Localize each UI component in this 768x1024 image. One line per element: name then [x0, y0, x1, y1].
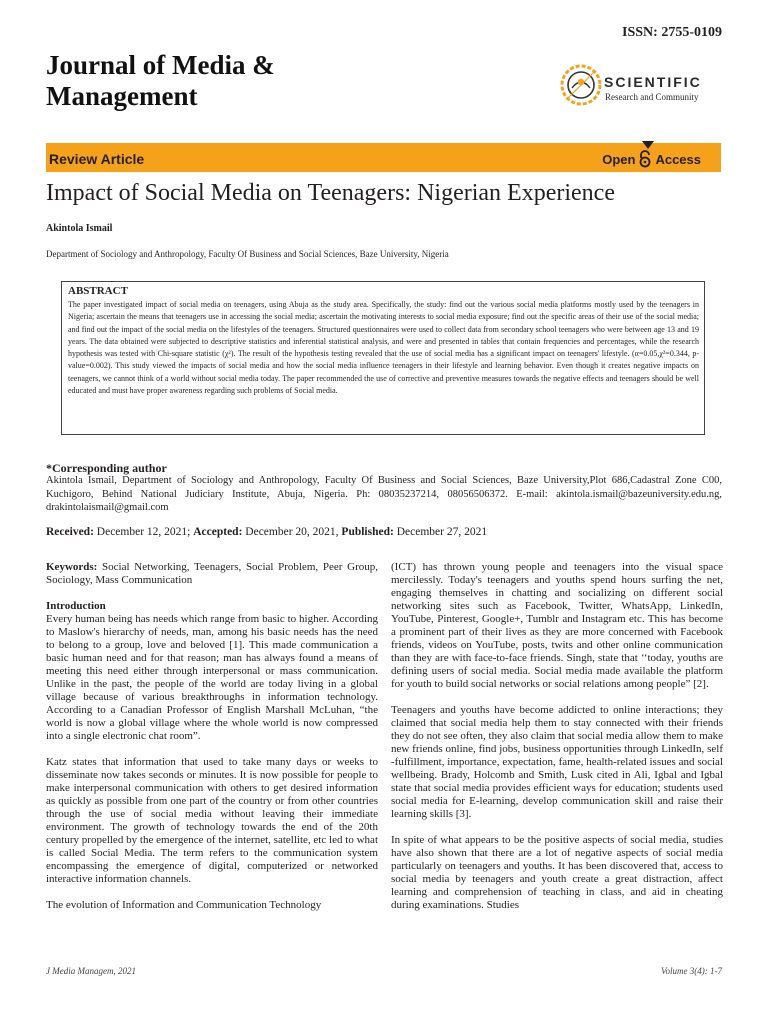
author-affiliation: Department of Sociology and Anthropology, Faculty Of Business and Social Sciences, Baze University, Nigeria: [46, 249, 449, 259]
author-name: Akintola Ismail: [46, 223, 113, 234]
open-access-suffix: Access: [655, 151, 701, 167]
publisher-logo: [556, 58, 726, 112]
abstract-box: [61, 281, 705, 435]
abstract-text: The paper investigated impact of social media on teenagers, using Abuja as the study area. Specifically, the study: find out the various social media platforms mostly used by the teenagers in Nigeria; ascertain the means that teenagers use in accessing the social media; ascertain the motivating interests to social media exposure; find out the specific areas of their use of the social media; and find out the impact of the social media on the lifestyles of the teenagers. Structured questionnaires were used to collect data from secondary school teenagers who were between age 13 and 19 years. The data obtained were subjected to descriptive statistics and inferential statistical analysis, and were and presented in tables that contain frequencies and percentages, while the research hypothesis was tested with Chi-square statistic (χ²). The result of the hypothesis testing revealed that the use of social media has a significant impact on teenagers' lifestyle. (α=0.05,χ²=0.344, p-value=0.002). This study viewed the impacts of social media and how the social media influence teenagers in their lifestyle and learning behavior. Even though it creates negative impacts on teenagers, we cannot think of a world without social media today. The paper recommended the use of corrective and preventive measures towards the negative effects and teenagers should be well educated and must have proper awareness regarding such problems of Social media.: [68, 300, 699, 396]
accepted-label: Accepted:: [193, 526, 243, 538]
publication-dates: [46, 526, 487, 538]
body-paragraph: The evolution of Information and Communication Technology: [46, 899, 322, 911]
logo-ring-icon: [556, 58, 602, 112]
banner-marker: [642, 141, 654, 149]
open-access-lock-icon: [638, 150, 652, 168]
received-date: December 12, 2021;: [96, 526, 191, 538]
corresponding-author-details: Akintola Ismail, Department of Sociology and Anthropology, Faculty Of Business and Social Sciences, Baze University,Plot 686,Cadastral Zone C00, Kuchigoro, Behind National Judiciary Institute, Abuja, Nigeria. Ph: 08035237214, 08056506372. E-mail: akintola.ismail@bazeuniversity.edu.ng, drakintolaismail@gmail.com: [46, 475, 722, 514]
body-paragraph: Teenagers and youths have become addicted to online interactions; they claimed that social media help them to stay connected with their friends they do not see often, they also claim that social media allow them to make new friends online, find jobs, business opportunities through LinkedIn, self -fulfillment, importance, expectation, fame, health-related issues and social wellbeing. Brady, Holcomb and Smith, Lusk cited in Ali, Igbal and Igbal state that social media provides efficient ways for education; students used social media for E-learning, develop communication skill and raise their learning skills [3].: [391, 704, 723, 820]
body-column-left: [46, 561, 378, 925]
keywords: [46, 561, 378, 587]
article-title: Impact of Social Media on Teenagers: Nigerian Experience: [46, 180, 615, 206]
corresponding-author-heading: *Corresponding author: [46, 461, 167, 475]
open-access-label: [602, 150, 701, 168]
footer-volume-pages: Volume 3(4): 1-7: [661, 966, 722, 976]
body-paragraph: Every human being has needs which range from basic to higher. According to Maslow's hierarchy of needs, man, among his basic needs has the need to belong to a group, love and beloved [1]. This made communication a basic human need and for that reason; man has always found a means of meeting this need either through interpersonal or mass communication. Unlike in the past, the people of the world are today living in a global village because of various breakthroughs in information technology. According to a Canadian Professor of English Marshall McLuhan, “the world is now a global village where the whole world is now compressed into a single electronic chat room”.: [46, 613, 378, 742]
logo-name: SCIENTIFIC: [604, 74, 702, 90]
open-access-prefix: Open: [602, 151, 636, 167]
logo-subtitle: Research and Community: [605, 92, 699, 102]
journal-title: Journal of Media & Management: [46, 50, 275, 111]
body-paragraph: In spite of what appears to be the positive aspects of social media, studies have also shown that there are a lot of negative aspects of social media particularly on teenagers and youths. It has been discovered that, access to social media by teenagers and youth create a great distraction, affect learning and comprehension of teaching in class, and aid in cheating during examinations. Studies: [391, 834, 723, 911]
abstract-heading: ABSTRACT: [68, 285, 128, 297]
keywords-list: Social Networking, Teenagers, Social Problem, Peer Group, Sociology, Mass Communication: [46, 561, 378, 586]
accepted-date: December 20, 2021,: [245, 526, 339, 538]
article-banner: [46, 143, 721, 172]
section-heading-introduction: Introduction: [46, 600, 106, 612]
received-label: Received:: [46, 526, 94, 538]
body-paragraph: Katz states that information that used to take many days or weeks to disseminate now takes seconds or minutes. It is now possible for people to make interpersonal communication with others to get desired information as quickly as possible from one part of the country or from other countries through the use of social media without leaving their immediate environment. The growth of technology towards the end of the 20th century propelled by the emergence of the internet, satellite, etc led to what is called Social Media. The term refers to the communication system encompassing the emergence of digital, computerized or networked interactive information channels.: [46, 756, 378, 885]
published-date: December 27, 2021: [396, 526, 488, 538]
published-label: Published:: [341, 526, 394, 538]
body-column-right: [391, 561, 723, 925]
article-type: Review Article: [49, 151, 145, 167]
keywords-label: Keywords:: [46, 561, 98, 573]
issn: ISSN: 2755-0109: [622, 25, 722, 40]
footer-journal-citation: J Media Managem, 2021: [46, 966, 136, 976]
body-paragraph: (ICT) has thrown young people and teenagers into the visual space mercilessly. Today's teenagers and youths spend hours surfing the net, engaging themselves in chatting and socializing on different social networking sites such as Facebook, Twitter, WhatsApp, LinkedIn, YouTube, Pinterest, Google+, Tumblr and Instagram etc. This has become a prominent part of their lives as they are more concerned with Facebook friends, videos on YouTube, posts, twits and other online communication than they are with face-to-face friends. Singh, state that ‘‘today, youths are defining users of social media. Social media made available the platform for youth to build social networks or social relations among people” [2].: [391, 561, 723, 690]
